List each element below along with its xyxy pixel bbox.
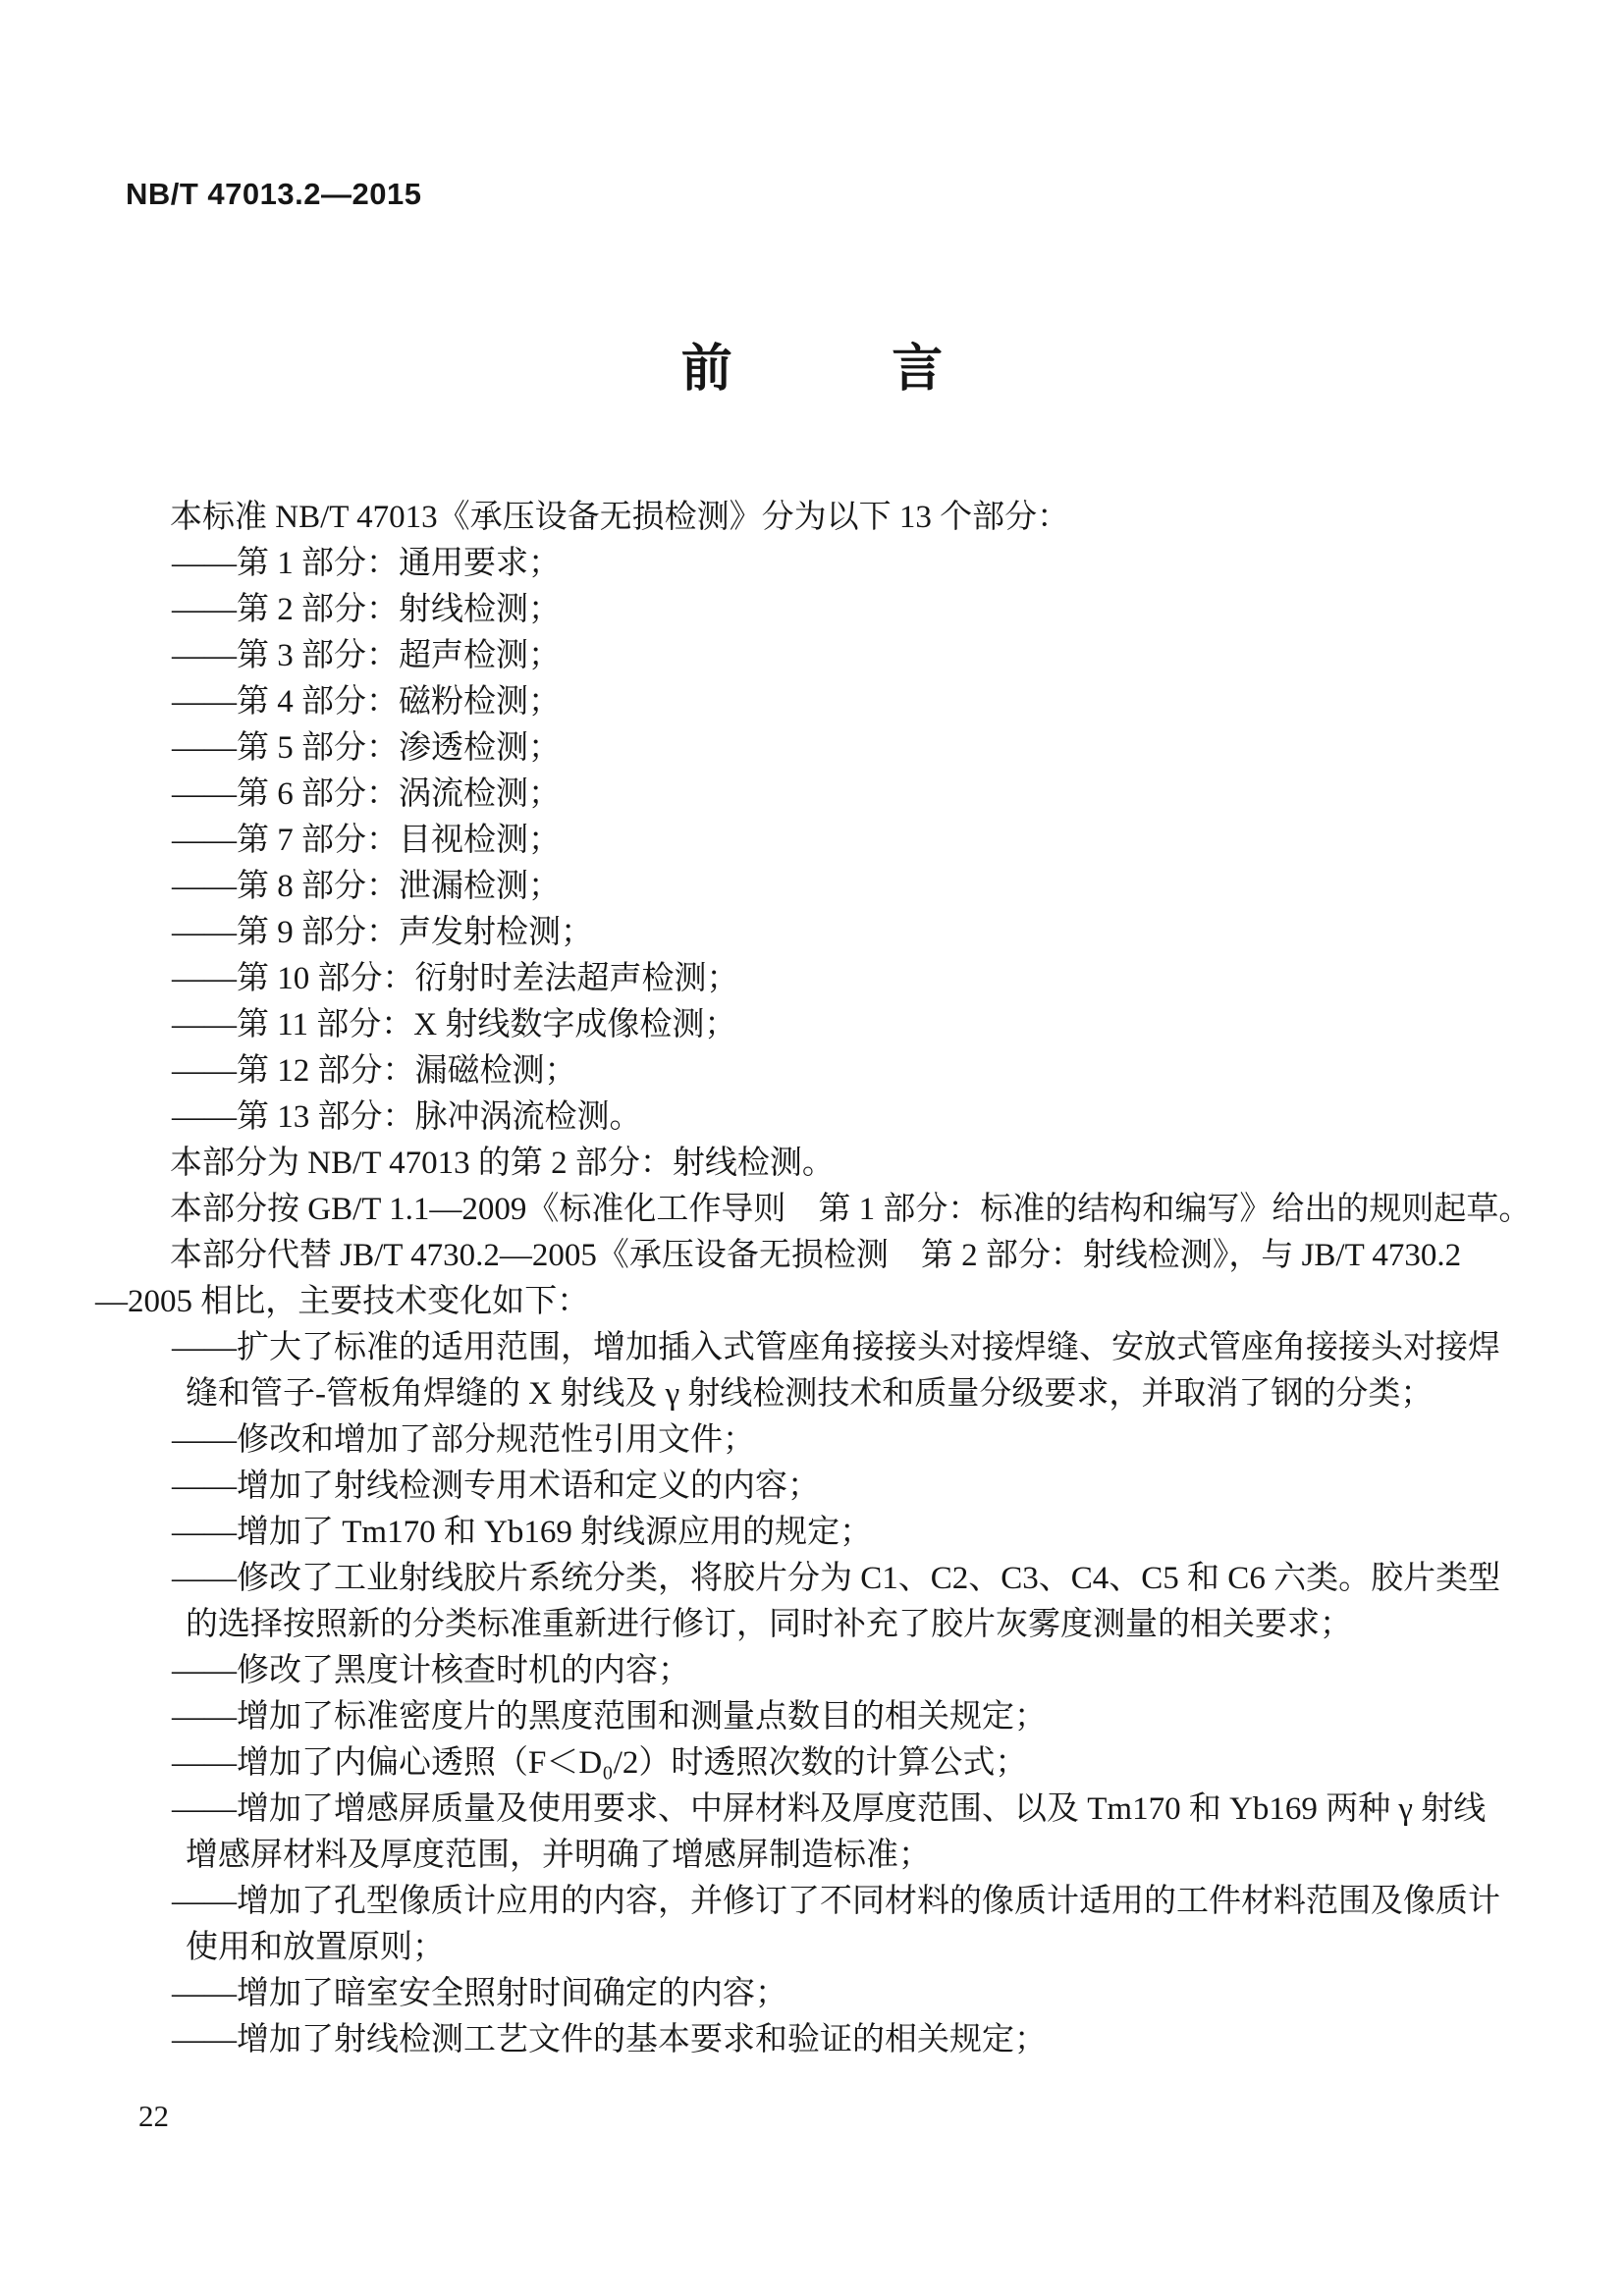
- body-line: ——第 10 部分：衍射时差法超声检测；: [172, 961, 739, 996]
- body-line: ——修改了工业射线胶片系统分类，将胶片分为 C1、C2、C3、C4、C5 和 C6 六类。胶片类型: [172, 1561, 1501, 1596]
- body-line: 本标准 NB/T 47013《承压设备无损检测》分为以下 13 个部分：: [170, 500, 1070, 535]
- body-line: ——第 3 部分：超声检测；: [172, 638, 561, 673]
- title-char-yan: 言: [892, 341, 944, 398]
- body-line: ——增加了孔型像质计应用的内容，并修订了不同材料的像质计适用的工件材料范围及像质计: [172, 1884, 1500, 1919]
- body-line: ——第 2 部分：射线检测；: [172, 592, 561, 627]
- page-title: [0, 340, 1624, 399]
- body-line: 缝和管子-管板角焊缝的 X 射线及 γ 射线检测技术和质量分级要求，并取消了钢的分类；: [186, 1376, 1434, 1412]
- body-line: ——第 7 部分：目视检测；: [172, 823, 561, 858]
- body-line: ——增加了 Tm170 和 Yb169 射线源应用的规定；: [172, 1515, 873, 1550]
- body-line: ——扩大了标准的适用范围，增加插入式管座角接接头对接焊缝、安放式管座角接接头对接焊: [172, 1330, 1500, 1365]
- body-line: ——第 13 部分：脉冲涡流检测。: [172, 1099, 642, 1135]
- body-line: 本部分为 NB/T 47013 的第 2 部分：射线检测。: [170, 1146, 835, 1181]
- body-line: ——第 4 部分：磁粉检测；: [172, 684, 561, 720]
- body-line: ——第 9 部分：声发射检测；: [172, 915, 593, 950]
- body-line: ——第 11 部分：X 射线数字成像检测；: [172, 1007, 737, 1042]
- body-line: 本部分代替 JB/T 4730.2—2005《承压设备无损检测 第 2 部分：射线检测》，与 JB/T 4730.2: [170, 1238, 1462, 1273]
- standard-number-header: NB/T 47013.2—2015: [126, 177, 422, 211]
- body-line: ——增加了暗室安全照射时间确定的内容；: [172, 1976, 787, 2011]
- body-line: 本部分按 GB/T 1.1—2009《标准化工作导则 第 1 部分：标准的结构和编写》给出的规则起草。: [170, 1192, 1532, 1227]
- body-line: ——修改了黑度计核查时机的内容；: [172, 1653, 690, 1688]
- body-line: ——增加了射线检测专用术语和定义的内容；: [172, 1468, 820, 1504]
- body-line: 的选择按照新的分类标准重新进行修订，同时补充了胶片灰雾度测量的相关要求；: [186, 1607, 1352, 1642]
- body-line: ——增加了标准密度片的黑度范围和测量点数目的相关规定；: [172, 1699, 1047, 1735]
- body-line: ——第 8 部分：泄漏检测；: [172, 869, 561, 904]
- body-line: 增感屏材料及厚度范围，并明确了增感屏制造标准；: [186, 1838, 931, 1873]
- body-line: ——增加了增感屏质量及使用要求、中屏材料及厚度范围、以及 Tm170 和 Yb169 两种 γ 射线: [172, 1791, 1487, 1827]
- body-line: ——第 1 部分：通用要求；: [172, 546, 561, 581]
- document-body: [95, 495, 1546, 2063]
- page-number: 22: [138, 2099, 169, 2133]
- body-line: ——增加了内偏心透照（F＜D₀/2）时透照次数的计算公式；: [172, 1745, 1028, 1781]
- body-line: 使用和放置原则；: [186, 1930, 445, 1965]
- body-line: ——增加了射线检测工艺文件的基本要求和验证的相关规定；: [172, 2022, 1047, 2057]
- body-line: ——修改和增加了部分规范性引用文件；: [172, 1422, 755, 1458]
- title-char-qian: 前: [680, 341, 732, 398]
- body-line: ——第 6 部分：涡流检测；: [172, 776, 561, 812]
- body-line: ——第 12 部分：漏磁检测；: [172, 1053, 577, 1089]
- body-line: —2005 相比，主要技术变化如下：: [95, 1284, 590, 1319]
- body-line: ——第 5 部分：渗透检测；: [172, 730, 561, 766]
